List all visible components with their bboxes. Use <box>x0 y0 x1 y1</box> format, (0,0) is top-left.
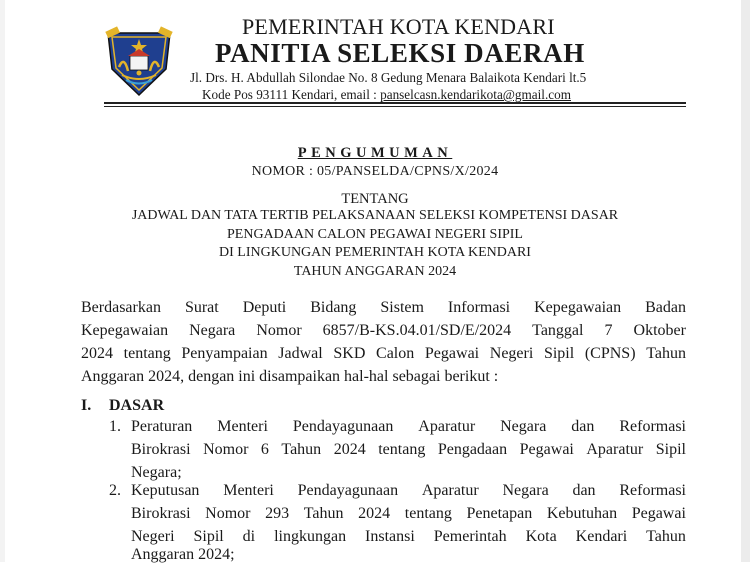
word: Nomor <box>256 322 302 339</box>
email-link[interactable]: panselcasn.kendarikota@gmail.com <box>380 87 571 102</box>
list-item-line <box>131 482 686 500</box>
list-item-number: 1. <box>109 418 121 435</box>
word: Deputi <box>242 299 287 316</box>
word: Nomor <box>205 505 251 522</box>
word: dan <box>572 482 596 499</box>
word: di <box>242 528 256 545</box>
word: Kepegawaian <box>534 299 622 316</box>
word: Pemerintah <box>433 528 507 545</box>
word: Reformasi <box>619 482 686 499</box>
word: dan <box>571 418 595 435</box>
office-address: Jl. Drs. H. Abdullah Silondae No. 8 Gedung Menara Balaikota Kendari lt.5 <box>190 70 587 85</box>
word: 293 <box>265 505 290 522</box>
word: (CPNS) <box>584 345 636 362</box>
word: Pengadaan <box>437 441 508 458</box>
subject-line: PENGADAAN CALON PEGAWAI NEGERI SIPIL <box>227 227 523 242</box>
word: Negeri <box>489 345 534 362</box>
word: Tahun <box>303 505 344 522</box>
word: Sipil <box>543 345 575 362</box>
list-item-line: Negara; <box>131 464 182 481</box>
list-item-line: Anggaran 2024; <box>131 546 235 563</box>
page-right-margin <box>741 0 750 562</box>
intro-line <box>81 322 686 340</box>
word: Penyampaian <box>181 345 268 362</box>
word: Pegawai <box>631 505 686 522</box>
word: 2024 <box>81 345 113 362</box>
word: Berdasarkan <box>81 299 161 316</box>
word: Nomor <box>203 441 249 458</box>
word: Birokrasi <box>131 505 191 522</box>
word: Reformasi <box>619 418 686 435</box>
subject-line: JADWAL DAN TATA TERTIB PELAKSANAAN SELEKSI KOMPETENSI DASAR <box>131 208 619 223</box>
word: Aparatur <box>586 441 644 458</box>
announcement-number: NOMOR : 05/PANSELDA/CPNS/X/2024 <box>251 164 499 179</box>
word: Negara <box>502 482 549 499</box>
word: Kepegawaian <box>81 322 169 339</box>
word: Peraturan <box>131 418 193 435</box>
word: Sipil <box>193 528 224 545</box>
section-title: DASAR <box>109 397 165 414</box>
list-item-number: 2. <box>109 482 121 499</box>
list-item-line <box>131 505 686 523</box>
word: Menteri <box>217 418 268 435</box>
word: SKD <box>333 345 366 362</box>
word: Kendari <box>575 528 628 545</box>
word: lingkungan <box>274 528 347 545</box>
word: Pegawai <box>424 345 480 362</box>
word: Penetapan <box>466 505 533 522</box>
word: Jadwal <box>278 345 323 362</box>
word: 6857/B-KS.04.01/SD/E/2024 <box>322 322 512 339</box>
word: Pendayagunaan <box>292 418 394 435</box>
page-left-margin <box>0 0 5 562</box>
list-item-line <box>131 441 686 459</box>
postal-code-text: Kode Pos 93111 Kendari, email : <box>202 87 381 102</box>
word: tentang <box>123 345 171 362</box>
word: Informasi <box>447 299 511 316</box>
subject-line: DI LINGKUNGAN PEMERINTAH KOTA KENDARI <box>219 245 531 260</box>
intro-line <box>81 299 686 317</box>
intro-line <box>81 345 686 363</box>
word: Keputusan <box>131 482 200 499</box>
list-item-line <box>131 528 686 546</box>
word: Bidang <box>310 299 357 316</box>
section-number: I. <box>81 397 92 414</box>
word: 6 <box>260 441 269 458</box>
word: 7 <box>604 322 613 339</box>
letterhead-divider-thin <box>104 106 686 107</box>
word: Tahun <box>646 528 686 545</box>
word: Tahun <box>646 345 686 362</box>
list-item-line <box>131 418 686 436</box>
word: 2024 <box>358 505 391 522</box>
word: Negara <box>500 418 547 435</box>
word: tentang <box>404 505 452 522</box>
government-name: PEMERINTAH KOTA KENDARI <box>242 14 555 39</box>
word: Pegawai <box>519 441 574 458</box>
word: Birokrasi <box>131 441 191 458</box>
word: Tahun <box>281 441 322 458</box>
intro-line: Anggaran 2024, dengan ini disampaikan hal-hal sebagai berikut : <box>81 368 499 385</box>
announcement-heading: PENGUMUMAN <box>297 145 453 161</box>
word: Instansi <box>365 528 415 545</box>
word: Kota <box>525 528 557 545</box>
word: Sipil <box>655 441 686 458</box>
word: Menteri <box>223 482 274 499</box>
word: Pendayagunaan <box>297 482 399 499</box>
subject-line: TAHUN ANGGARAN 2024 <box>293 264 457 279</box>
word: Oktober <box>633 322 686 339</box>
word: Badan <box>645 299 686 316</box>
word: Aparatur <box>418 418 476 435</box>
word: Calon <box>376 345 415 362</box>
kendari-city-emblem-icon <box>104 25 174 97</box>
announcement-about: TENTANG <box>341 191 409 207</box>
word: Negara <box>189 322 236 339</box>
word: Sistem <box>380 299 424 316</box>
committee-name: PANITIA SELEKSI DAERAH <box>215 38 585 68</box>
word: Kebutuhan <box>546 505 618 522</box>
word: Surat <box>184 299 219 316</box>
letterhead-divider-thick <box>104 102 686 104</box>
word: Tanggal <box>532 322 584 339</box>
word: Aparatur <box>421 482 479 499</box>
word: 2024 <box>333 441 366 458</box>
word: tentang <box>378 441 426 458</box>
postal-email-line <box>202 87 571 103</box>
word: Negeri <box>131 528 175 545</box>
